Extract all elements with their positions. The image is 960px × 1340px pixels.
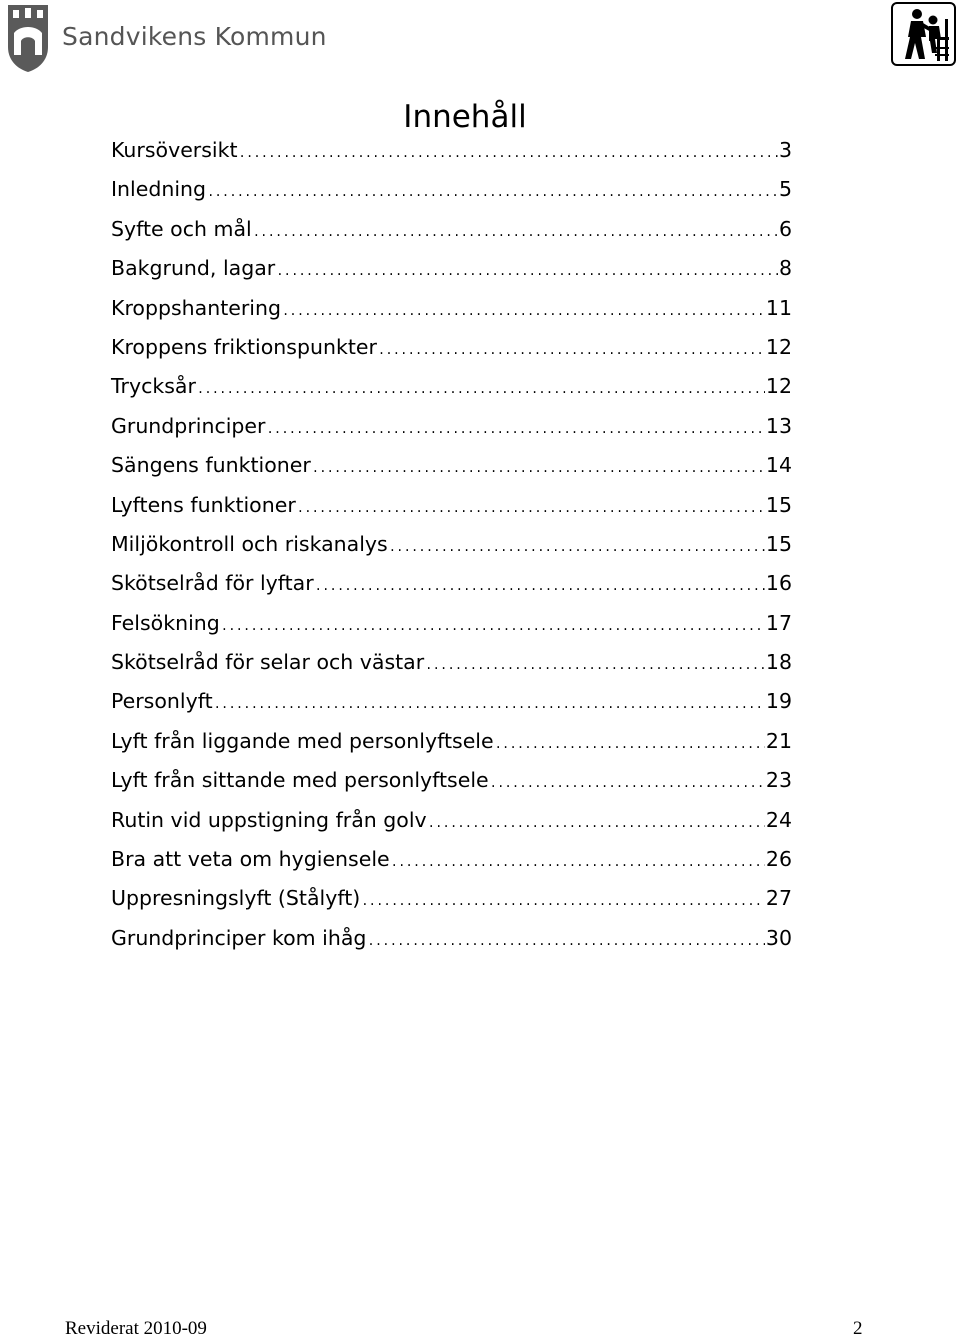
toc-entry-page-number: 26 xyxy=(765,847,792,872)
toc-entry-label: Personlyft xyxy=(111,689,213,714)
table-of-contents xyxy=(111,138,792,965)
patient-transfer-icon xyxy=(891,2,956,66)
dot-leader xyxy=(378,343,765,357)
toc-entry[interactable] xyxy=(111,374,792,413)
toc-entry[interactable] xyxy=(111,256,792,295)
dot-leader xyxy=(361,894,765,908)
dot-leader xyxy=(239,146,778,160)
toc-entry[interactable] xyxy=(111,926,792,965)
toc-entry-label: Lyftens funktioner xyxy=(111,492,296,517)
toc-entry-label: Miljökontroll och riskanalys xyxy=(111,531,388,556)
dot-leader xyxy=(428,816,765,830)
toc-entry-label: Skötselråd för selar och västar xyxy=(111,650,425,675)
dot-leader xyxy=(214,697,765,711)
toc-entry[interactable] xyxy=(111,335,792,374)
dot-leader xyxy=(315,579,765,593)
toc-entry-page-number: 19 xyxy=(765,689,792,714)
page-title: Innehåll xyxy=(403,98,527,135)
toc-entry-label: Rutin vid uppstigning från golv xyxy=(111,807,427,832)
toc-entry-page-number: 21 xyxy=(765,728,792,753)
dot-leader xyxy=(207,185,778,199)
revision-date: Reviderat 2010-09 xyxy=(65,1318,207,1339)
toc-entry[interactable] xyxy=(111,138,792,177)
toc-entry[interactable] xyxy=(111,650,792,689)
dot-leader xyxy=(297,501,765,515)
toc-entry-label: Kursöversikt xyxy=(111,138,238,162)
toc-entry[interactable] xyxy=(111,729,792,768)
toc-entry-page-number: 23 xyxy=(765,768,792,793)
dot-leader xyxy=(276,264,778,278)
toc-entry-label: Skötselråd för lyftar xyxy=(111,571,314,596)
toc-entry-label: Grundprinciper kom ihåg xyxy=(111,925,367,950)
toc-entry[interactable] xyxy=(111,177,792,216)
coat-of-arms-icon xyxy=(6,3,50,73)
toc-entry-page-number: 15 xyxy=(765,531,792,556)
toc-entry-label: Lyft från sittande med personlyftsele xyxy=(111,768,489,793)
toc-entry[interactable] xyxy=(111,847,792,886)
toc-entry-page-number: 24 xyxy=(765,807,792,832)
toc-entry-page-number: 15 xyxy=(765,492,792,517)
toc-entry-label: Kroppshantering xyxy=(111,295,281,320)
dot-leader xyxy=(266,422,764,436)
toc-entry[interactable] xyxy=(111,689,792,728)
toc-entry-label: Uppresningslyft (Stålyft) xyxy=(111,886,361,911)
organization-name: Sandvikens Kommun xyxy=(62,22,327,51)
toc-entry-page-number: 11 xyxy=(765,295,792,320)
dot-leader xyxy=(495,737,765,751)
toc-entry-page-number: 17 xyxy=(765,610,792,635)
page-number: 2 xyxy=(853,1318,863,1339)
toc-entry-label: Bra att veta om hygiensele xyxy=(111,847,390,872)
toc-entry-page-number: 14 xyxy=(765,453,792,478)
dot-leader xyxy=(282,304,765,318)
toc-entry-label: Trycksår xyxy=(111,374,196,399)
dot-leader xyxy=(367,934,764,948)
toc-entry-label: Lyft från liggande med personlyftsele xyxy=(111,728,494,753)
dot-leader xyxy=(389,540,765,554)
toc-entry-page-number: 6 xyxy=(778,216,792,241)
toc-entry-page-number: 12 xyxy=(765,374,792,399)
dot-leader xyxy=(312,461,765,475)
toc-entry-label: Syfte och mål xyxy=(111,216,252,241)
toc-entry-page-number: 3 xyxy=(778,138,792,162)
toc-entry[interactable] xyxy=(111,611,792,650)
toc-entry[interactable] xyxy=(111,217,792,256)
dot-leader xyxy=(221,619,765,633)
toc-entry[interactable] xyxy=(111,886,792,925)
municipality-logo xyxy=(0,0,327,76)
toc-entry-page-number: 16 xyxy=(765,571,792,596)
toc-entry-label: Felsökning xyxy=(111,610,220,635)
toc-entry-label: Kroppens friktionspunkter xyxy=(111,334,377,359)
dot-leader xyxy=(490,776,765,790)
dot-leader xyxy=(197,382,765,396)
toc-entry-page-number: 12 xyxy=(765,334,792,359)
toc-entry[interactable] xyxy=(111,414,792,453)
toc-entry-label: Inledning xyxy=(111,177,207,202)
toc-entry[interactable] xyxy=(111,296,792,335)
dot-leader xyxy=(253,225,778,239)
toc-entry[interactable] xyxy=(111,493,792,532)
toc-entry[interactable] xyxy=(111,571,792,610)
toc-entry-page-number: 5 xyxy=(778,177,792,202)
dot-leader xyxy=(391,855,765,869)
dot-leader xyxy=(425,658,765,672)
toc-entry-label: Bakgrund, lagar xyxy=(111,256,276,281)
toc-entry-page-number: 13 xyxy=(765,413,792,438)
toc-entry[interactable] xyxy=(111,768,792,807)
toc-entry-page-number: 27 xyxy=(765,886,792,911)
toc-entry[interactable] xyxy=(111,532,792,571)
toc-entry[interactable] xyxy=(111,453,792,492)
toc-entry-label: Sängens funktioner xyxy=(111,453,311,478)
toc-entry-page-number: 30 xyxy=(765,925,792,950)
toc-entry-label: Grundprinciper xyxy=(111,413,266,438)
toc-entry[interactable] xyxy=(111,808,792,847)
toc-entry-page-number: 18 xyxy=(765,650,792,675)
toc-entry-page-number: 8 xyxy=(778,256,792,281)
